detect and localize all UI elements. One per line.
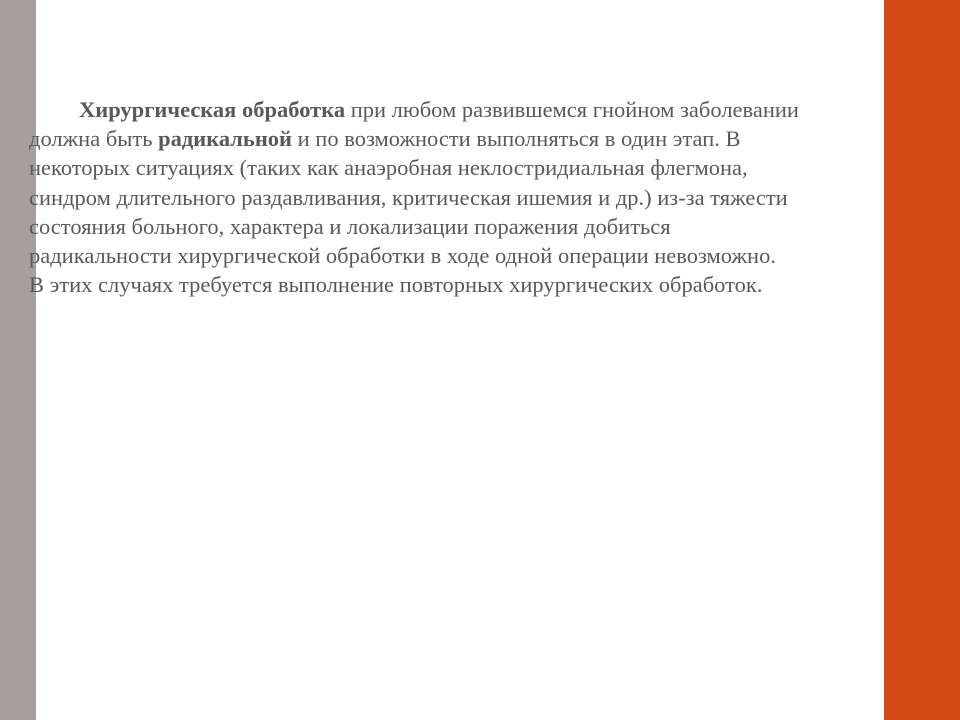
bold-term-surgical-treatment: Хирургическая обработка: [79, 97, 346, 122]
line-1-text: при любом развившемся гнойном заболевании: [345, 97, 799, 122]
paragraph-line-1: [29, 95, 941, 124]
paragraph-line-4: синдром длительного раздавливания, критическая ишемия и др.) из-за тяжести: [29, 184, 788, 210]
slide-paragraph: [29, 95, 941, 299]
paragraph-line-3: некоторых ситуациях (таких как анаэробная неклостридиальная флегмона,: [29, 155, 748, 181]
paragraph-line-6: радикальности хирургической обработки в ходе одной операции невозможно.: [29, 243, 776, 269]
line-2-prefix: должна быть: [29, 126, 159, 152]
line-2-text: и по возможности выполняться в один этап. В: [292, 126, 741, 152]
bold-term-radical: радикальной: [158, 126, 293, 152]
paragraph-line-7: В этих случаях требуется выполнение повторных хирургических обработок.: [29, 272, 763, 298]
paragraph-line-2: [29, 124, 941, 153]
paragraph-line-5: состояния больного, характера и локализации поражения добиться: [29, 213, 671, 239]
